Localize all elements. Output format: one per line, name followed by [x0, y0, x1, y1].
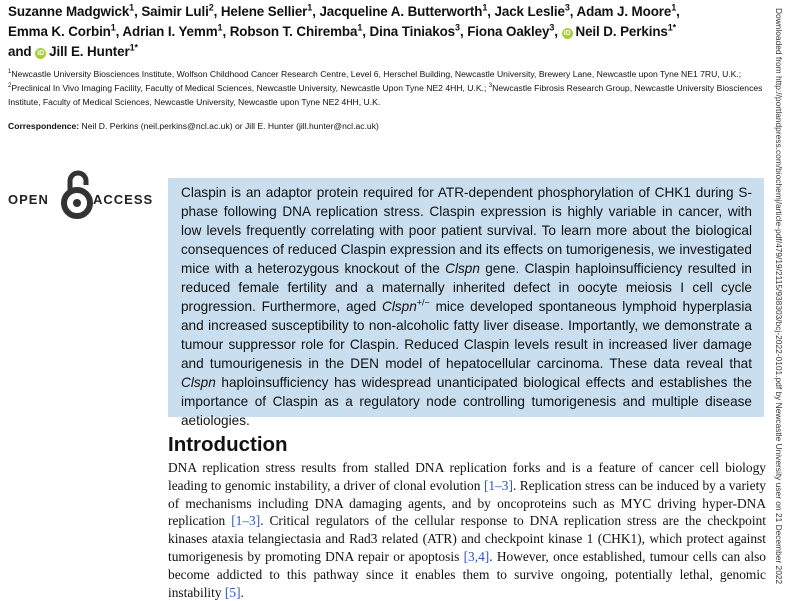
author-name[interactable]: Emma K. Corbin [8, 24, 111, 39]
author-affiliation-sup: 3 [564, 2, 570, 13]
author-affiliation-sup: 2 [208, 2, 214, 13]
citation-link[interactable]: [1–3] [231, 513, 261, 529]
author-name[interactable]: Jacqueline A. Butterworth [319, 4, 483, 19]
introduction-body [168, 459, 766, 601]
author-name[interactable]: Robson T. Chiremba [229, 24, 358, 39]
section-heading-introduction: Introduction [168, 433, 288, 456]
correspondence [8, 119, 768, 133]
orcid-icon[interactable]: iD [35, 48, 46, 59]
author-line-2: Emma K. Corbin$^1$, Adrian I. Yemm$^1$, Robson T. Chiremba$^1$, Dina Tiniakos$^3$, Fiona Oakley$^3$, iD Neil D. Perkins$^{1*}$ [8, 22, 677, 39]
author-line-3: and iD Jill E. Hunter$^{1*}$ [8, 42, 138, 59]
abstract-box [168, 178, 764, 428]
author-affiliation-sup: 1* [129, 42, 138, 53]
paragraph: DNA replication stress results from stalled DNA replication forks and is a feature of cancer cell biology leading to genomic instability, a driver of clonal evolution [1–3]. Replication stress can be induced by a variety of mechanisms including DNA damaging agents, and by oncoproteins such as MYC driving hyper-DNA replication [1–3]. Critical regulators of the cellular response to DNA replication stress are the checkpoint kinases ataxia telangiectasia and Rad3 related (ATR) and checkpoint kinase 1 (CHK1), which protect against tumorigenesis by promoting DNA repair or apoptosis [3,4]. However, once established, tumour cells can also become addicted to this pathway since it enables them to survive ongoing, potentially lethal, genomic instability [5]. [168, 460, 767, 600]
correspondence-label: Correspondence: [8, 121, 80, 131]
citation-link[interactable]: [5] [224, 584, 241, 600]
author-affiliation-sup: 1 [217, 22, 223, 33]
open-access-logo [8, 170, 158, 224]
author-name[interactable]: Neil D. Perkins [575, 24, 668, 39]
download-watermark: Downloaded from http://portlandpress.com/biochemj/article-pdf/479/19/2115/938303/bcj-2022-0101.pdf by Newcastle University user on 21 December 2022 [774, 8, 784, 585]
orcid-icon[interactable]: iD [562, 28, 573, 39]
author-name[interactable]: Saimir Luli [141, 4, 209, 19]
author-affiliation-sup: 1* [667, 22, 677, 33]
author-name[interactable]: Jill E. Hunter [49, 44, 130, 59]
author-name[interactable]: Suzanne Madgwick [8, 4, 130, 19]
correspondence-text: Neil D. Perkins (neil.perkins@ncl.ac.uk) or Jill E. Hunter (jill.hunter@ncl.ac.uk) [79, 121, 379, 131]
author-affiliation-sup: 3 [455, 22, 460, 33]
citation-link[interactable]: [1–3] [483, 477, 513, 493]
abstract-text: Claspin is an adaptor protein required for ATR-dependent phosphorylation of CHK1 during S-phase following DNA replication stress. Claspin expression is highly variable in cancer, with low levels frequently correlating with poor patient survival. To learn more about the biological consequences of reduced Claspin expression and its effects on tumorigenesis, we investigated mice with a heterozygous knockout of the Clspn gene. Claspin haploinsufficiency resulted in reduced female fertility and a maternally inherited defect in oocyte meiosis I cell cycle progression. Furthermore, aged Clspn+/− mice developed spontaneous lymphoid hyperplasia and increased susceptibility to non-alcoholic fatty liver disease. Importantly, we demonstrate a tumour suppressor role for Claspin. Reduced Claspin levels result in increased liver damage and tumourigenesis in the DEN model of hepatocellular carcinoma. These data reveal that Clspn haploinsufficiency has widespread unanticipated biological effects and establishes the importance of Claspin as a regulatory node controlling tumorigenesis and multiple disease aetiologies. [181, 185, 752, 428]
author-affiliation-sup: 1 [129, 2, 135, 13]
author-name[interactable]: Adrian I. Yemm [122, 24, 218, 39]
author-affiliation-sup: 1 [671, 2, 677, 13]
author-name[interactable]: Adam J. Moore [576, 4, 672, 19]
author-list [8, 2, 768, 62]
author-line-1: Suzanne Madgwick$^1$, Saimir Luli$^2$, Helene Sellier$^1$, Jacqueline A. Butterworth$^1$, Jack Leslie$^3$, Adam J. Moore$^1$, [8, 2, 680, 19]
open-access-word-access: ACCESS [93, 192, 154, 207]
author-name[interactable]: Jack Leslie [494, 4, 565, 19]
author-affiliation-sup: 1 [307, 2, 313, 13]
author-affiliation-sup: 3 [549, 22, 555, 33]
author-affiliation-sup: 1 [357, 22, 363, 33]
citation-link[interactable]: [3,4] [463, 548, 490, 564]
open-lock-icon [60, 170, 94, 220]
author-affiliation-sup: 1 [482, 2, 488, 13]
author-name[interactable]: Dina Tiniakos [369, 24, 456, 39]
author-affiliation-sup: 1 [110, 22, 116, 33]
affiliations: $^1$Newcastle University Biosciences Institute, Wolfson Childhood Cancer Research Centre, Level 6, Herschel Building, Newcastle University, Brewery Lane, Newcastle upon Tyne NE1 7RU, U.K.; $^2$Preclinical In Vivo Imaging Facility, Faculty of Medical Sciences, Newcastle University, Newcastle Upon Tyne NE2 4HH, U.K.; $^3$Newcastle Fibrosis Research Group, Newcastle University Biosciences Institute, Faculty of Medical Sciences, Newcastle University, Newcastle upon Tyne NE2 4HH, U.K. [8, 69, 763, 107]
author-name[interactable]: Fiona Oakley [467, 24, 550, 39]
open-access-word-open: OPEN [8, 192, 49, 207]
author-name[interactable]: Helene Sellier [220, 4, 308, 19]
